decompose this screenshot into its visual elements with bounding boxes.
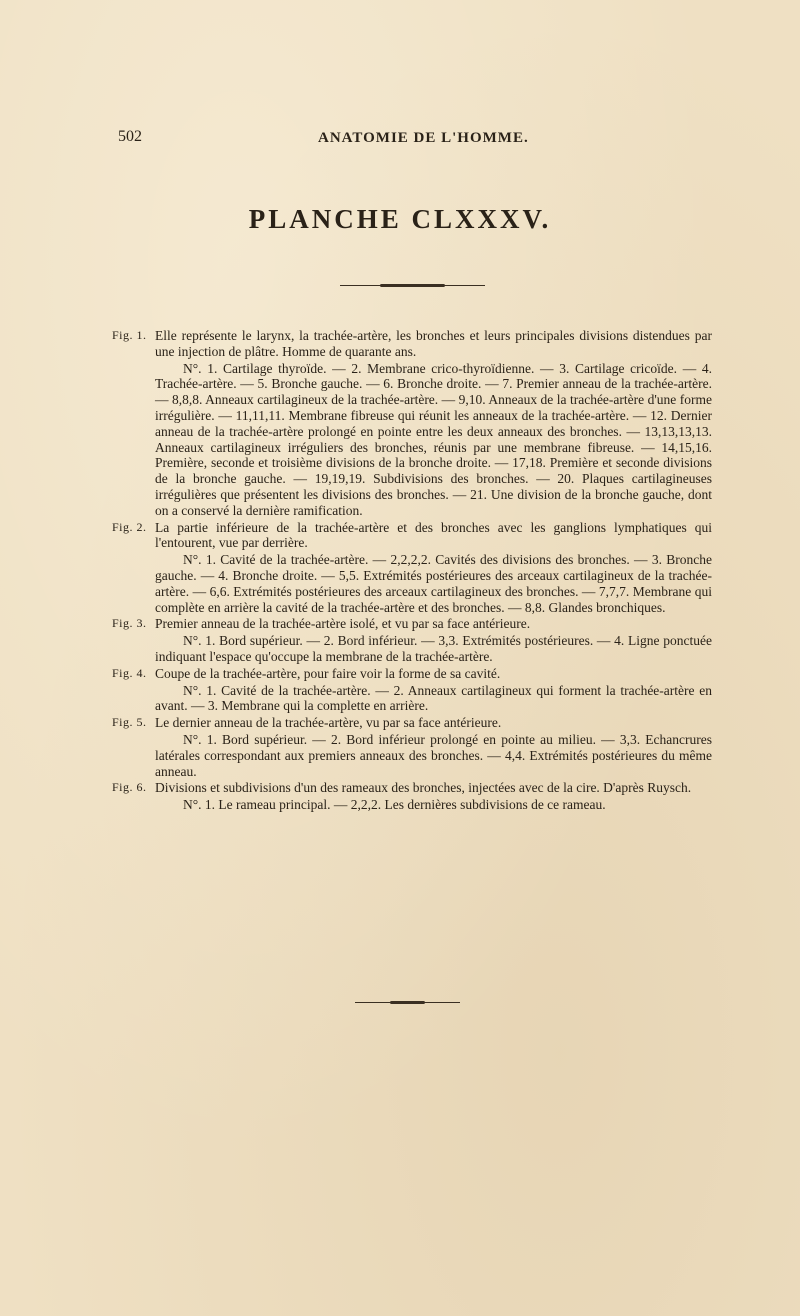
- figure-description: Elle représente le larynx, la trachée-artère, les bronches et leurs principales divisions distendues par une injection de plâtre. Homme de quarante ans.: [155, 328, 712, 359]
- figure-label: Fig. 4.: [112, 665, 147, 680]
- figure-legend: N°. 1. Le rameau principal. — 2,2,2. Les dernières subdivisions de ce rameau.: [183, 797, 606, 813]
- ornament-rule-top: [340, 283, 485, 288]
- figure-label: Fig. 5.: [112, 715, 147, 730]
- figure-label: Fig. 3.: [112, 616, 147, 631]
- running-head: [118, 128, 718, 152]
- figure-captions: [112, 328, 712, 814]
- plate-title: PLANCHE CLXXXV.: [248, 204, 552, 234]
- figure-legend: N°. 1. Bord supérieur. — 2. Bord inférieur prolongé en pointe au milieu. — 3,3. Echancrures latérales correspondant aux premiers anneaux des bronches. — 4,4. Extrémités postérieures du même anneau.: [155, 731, 712, 779]
- figure-legend: N°. 1. Cavité de la trachée-artère. — 2,2,2,2. Cavités des divisions des bronches. — 3. Bronche gauche. — 4. Bronche droite. — 5,5. Extrémités postérieures des arceaux cartilagineux de la trachée-artère. — 6,6. Extrémités postérieures des arceaux cartilagineux des bronches. — 7,7,7. Membrane qui complète en arrière la cavité de la trachée-artère et des bronches. — 8,8. Glandes bronchiques.: [155, 552, 712, 615]
- figure-label: Fig. 1.: [112, 328, 147, 342]
- figure-legend: N°. 1. Bord supérieur. — 2. Bord inférieur. — 3,3. Extrémités postérieures. — 4. Ligne ponctuée indiquant l'espace qu'occupe la membrane de la trachée-artère.: [155, 633, 712, 664]
- figure-legend: N°. 1. Cartilage thyroïde. — 2. Membrane crico-thyroïdienne. — 3. Cartilage cricoïde. — 4. Trachée-artère. — 5. Bronche gauche. — 6. Bronche droite. — 7. Premier anneau de la trachée-artère. — 8,8,8. Anneaux cartilagineux de la trachée-artère. — 9,10. Anneaux de la trachée-artère d'une forme irrégulière. — 11,11,11. Membrane fibreuse qui réunit les anneaux de la trachée-artère. — 12. Dernier anneau de la trachée-artère prolongé en pointe entre les deux anneaux des bronches. — 13,13,13,13. Anneaux cartilagineux irréguliers des bronches, réunis par une membrane fibreuse. — 14,15,16. Première, seconde et troisième divisions de la bronche droite. — 17,18. Première et seconde divisions de la bronche gauche. — 19,19,19. Subdivisions des bronches. — 20. Plaques cartilagineuses irrégulières que présentent les divisions des bronches. — 21. Une division de la bronche gauche, dont on a conservé la dernière ramification.: [155, 360, 712, 518]
- figure-caption-6: [112, 780, 712, 813]
- figure-description: La partie inférieure de la trachée-artère et des bronches avec les ganglions lymphatiques qui l'entourent, vue par derrière.: [155, 519, 712, 551]
- ornament-rule-bottom: [355, 1000, 460, 1005]
- page-number: 502: [118, 128, 142, 145]
- figure-description: Divisions et subdivisions d'un des rameaux des bronches, injectées avec de la cire. D'après Ruysch.: [155, 780, 692, 796]
- figure-label: Fig. 6.: [112, 780, 147, 795]
- figure-label: Fig. 2.: [112, 519, 147, 534]
- figure-caption-3: [112, 616, 712, 664]
- figure-description: Premier anneau de la trachée-artère isolé, et vu par sa face antérieure.: [155, 616, 531, 632]
- figure-caption-5: [112, 715, 712, 779]
- figure-description: Coupe de la trachée-artère, pour faire voir la forme de sa cavité.: [155, 665, 501, 681]
- figure-caption-1: [112, 328, 712, 519]
- figure-caption-2: [112, 520, 712, 616]
- figure-legend: N°. 1. Cavité de la trachée-artère. — 2. Anneaux cartilagineux qui forment la trachée-artère en avant. — 3. Membrane qui la complette en arrière.: [155, 682, 712, 714]
- figure-description: Le dernier anneau de la trachée-artère, vu par sa face antérieure.: [155, 715, 502, 731]
- figure-caption-4: [112, 666, 712, 714]
- running-title: ANATOMIE DE L'HOMME.: [318, 130, 529, 146]
